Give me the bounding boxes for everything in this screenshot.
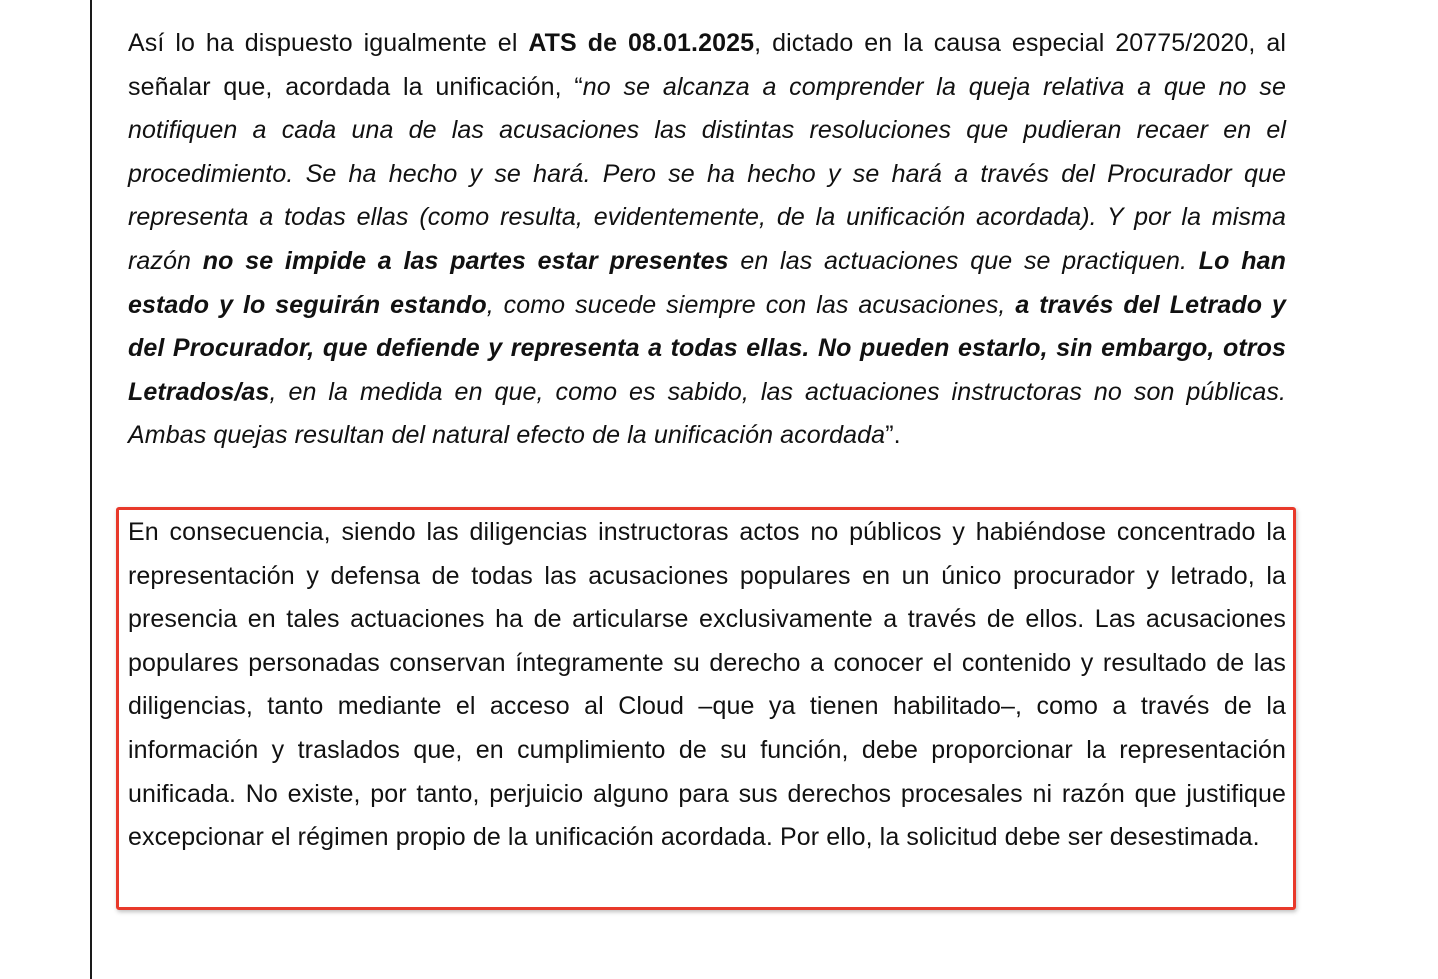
quote-bold-italic-2: Lo han estado y lo seguirán estando	[128, 246, 1286, 319]
conclusion-paragraph: En consecuencia, siendo las diligencias instructoras actos no públicos y habiéndose concentrado la representación y defensa de todas las acusaciones populares en un único procurador y letrado, la presencia en tales actuaciones ha de articularse exclusivamente a través de ellos. Las acusaciones populares personadas conservan íntegramente su derecho a conocer el contenido y resultado de las diligencias, tanto mediante el acceso al Cloud –que ya tienen habilitado–, como a través de la información y traslados que, en cumplimiento de su función, debe proporcionar la representación unificada. No existe, por tanto, perjuicio alguno para sus derechos procesales ni razón que justifique excepcionar el régimen propio de la unificación acordada. Por ello, la solicitud debe ser desestimada.	[128, 518, 1286, 852]
quote-text-context: , dictado en la causa especial 20775/2020, al señalar que, acordada la unificación, “	[128, 29, 1286, 101]
citation-ats: ATS de 08.01.2025	[528, 29, 755, 57]
left-margin-rule	[90, 0, 92, 979]
quote-italic-1: no se alcanza a comprender la queja relativa a que no se notifiquen a cada una de las acusaciones las distintas resoluciones que pudieran recaer en el procedimiento. Se ha hecho y se hará. Pero se ha hecho y se hará a través del Procurador que representa a todas ellas (como resulta, evidentemente, de la unificación acordada). Y por la misma razón	[128, 72, 1287, 275]
quote-bold-italic-1: no se impide a las partes estar presentes	[202, 246, 729, 275]
quote-italic-3: , como sucede siempre con las acusaciones,	[486, 290, 1016, 319]
quote-italic-2: en las actuaciones que se practiquen.	[728, 246, 1199, 275]
quote-paragraph	[128, 22, 1286, 458]
quote-bold-italic-3: a través del Letrado y del Procurador, que defiende y representa a todas ellas. No pueden estarlo, sin embargo, otros Letrados/as	[128, 290, 1286, 406]
quote-close: ”.	[885, 421, 901, 450]
quote-italic-4: , en la medida en que, como es sabido, las actuaciones instructoras no son públicas. Ambas quejas resultan del natural efecto de la unificación acordada	[128, 377, 1286, 450]
quote-text-intro: Así lo ha dispuesto igualmente el	[128, 29, 529, 57]
